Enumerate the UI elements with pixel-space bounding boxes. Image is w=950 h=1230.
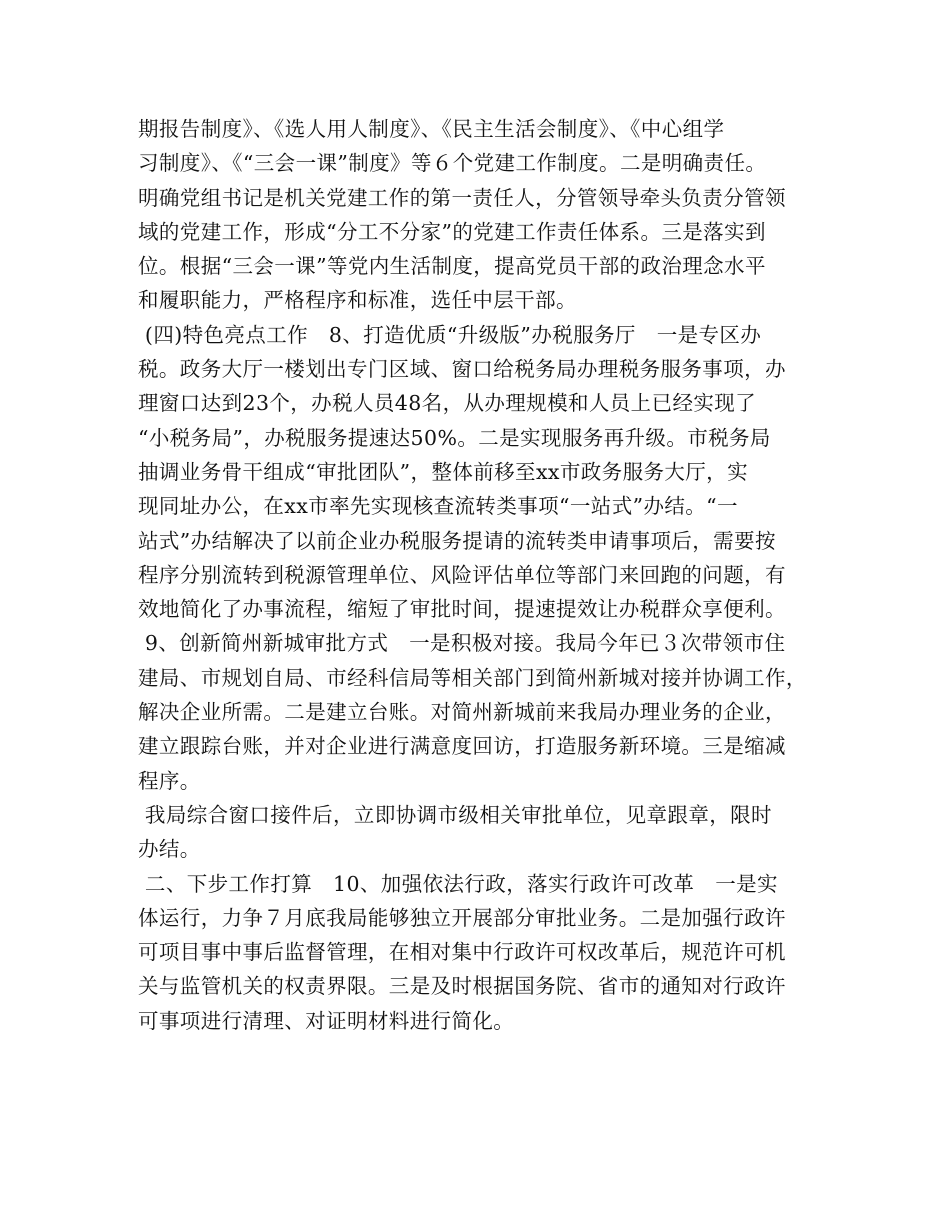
text-line: “小税务局”，办税服务提速达50%。二是实现服务再升级。市税务局 <box>138 425 771 450</box>
text-line: 9、创新简州新城审批方式 一是积极对接。我局今年已３次带领市住 <box>138 631 786 656</box>
text-line: 税。政务大厅一楼划出专门区域、窗口给税务局办理税务服务事项，办 <box>138 357 786 382</box>
text-line: (四)特色亮点工作 8、打造优质“升级版”办税服务厅 一是专区办 <box>138 322 762 347</box>
text-line: 位。根据“三会一课”等党内生活制度，提高党员干部的政治理念水平 <box>138 254 766 279</box>
text-line: 建立跟踪台账，并对企业进行满意度回访，打造服务新环境。三是缩减 <box>138 734 786 759</box>
text-line: 程序。 <box>138 768 201 793</box>
text-line: 二、下步工作打算 10、加强依法行政，落实行政许可改革 一是实 <box>138 871 778 896</box>
text-line: 建局、市规划自局、市经科信局等相关部门到简州新城对接并协调工作， <box>138 665 807 690</box>
text-line: 和履职能力，严格程序和标准，选任中层干部。 <box>138 288 577 313</box>
text-line: 域的党建工作，形成“分工不分家”的党建工作责任体系。三是落实到 <box>138 219 766 244</box>
document-body <box>138 112 828 1038</box>
text-line: 办结。 <box>138 837 201 862</box>
text-line: 明确党组书记是机关党建工作的第一责任人，分管领导牵头负责分管领 <box>138 185 786 210</box>
text-line: 我局综合窗口接件后，立即协调市级相关审批单位，见章跟章，限时 <box>138 802 772 827</box>
text-line: 体运行，力争７月底我局能够独立开展部分审批业务。二是加强行政许 <box>138 905 786 930</box>
text-line: 期报告制度》、《选人用人制度》、《民主生活会制度》、《中心组学 <box>138 117 725 141</box>
text-line: 现同址办公，在xx市率先实现核查流转类事项“一站式”办结。“一 <box>138 494 738 519</box>
text-line: 习制度》、《“三会一课”制度》等６个党建工作制度。二是明确责任。 <box>138 151 767 176</box>
text-line: 可项目事中事后监督管理，在相对集中行政许可权改革后，规范许可机 <box>138 940 786 965</box>
text-line: 解决企业所需。二是建立台账。对简州新城前来我局办理业务的企业， <box>138 700 786 725</box>
text-line: 效地简化了办事流程，缩短了审批时间，提速提效让办税群众享便利。 <box>138 597 786 622</box>
text-line: 站式”办结解决了以前企业办税服务提请的流转类申请事项后，需要按 <box>138 528 776 553</box>
text-line: 抽调业务骨干组成“审批团队”，整体前移至xx市政务服务大厅，实 <box>138 459 748 484</box>
text-line: 关与监管机关的权责界限。三是及时根据国务院、省市的通知对行政许 <box>138 974 786 999</box>
text-line: 可事项进行清理、对证明材料进行简化。 <box>138 1008 515 1033</box>
text-line: 程序分别流转到税源管理单位、风险评估单位等部门来回跑的问题，有 <box>138 562 786 587</box>
text-line: 理窗口达到23个，办税人员48名，从办理规模和人员上已经实现了 <box>138 391 757 416</box>
